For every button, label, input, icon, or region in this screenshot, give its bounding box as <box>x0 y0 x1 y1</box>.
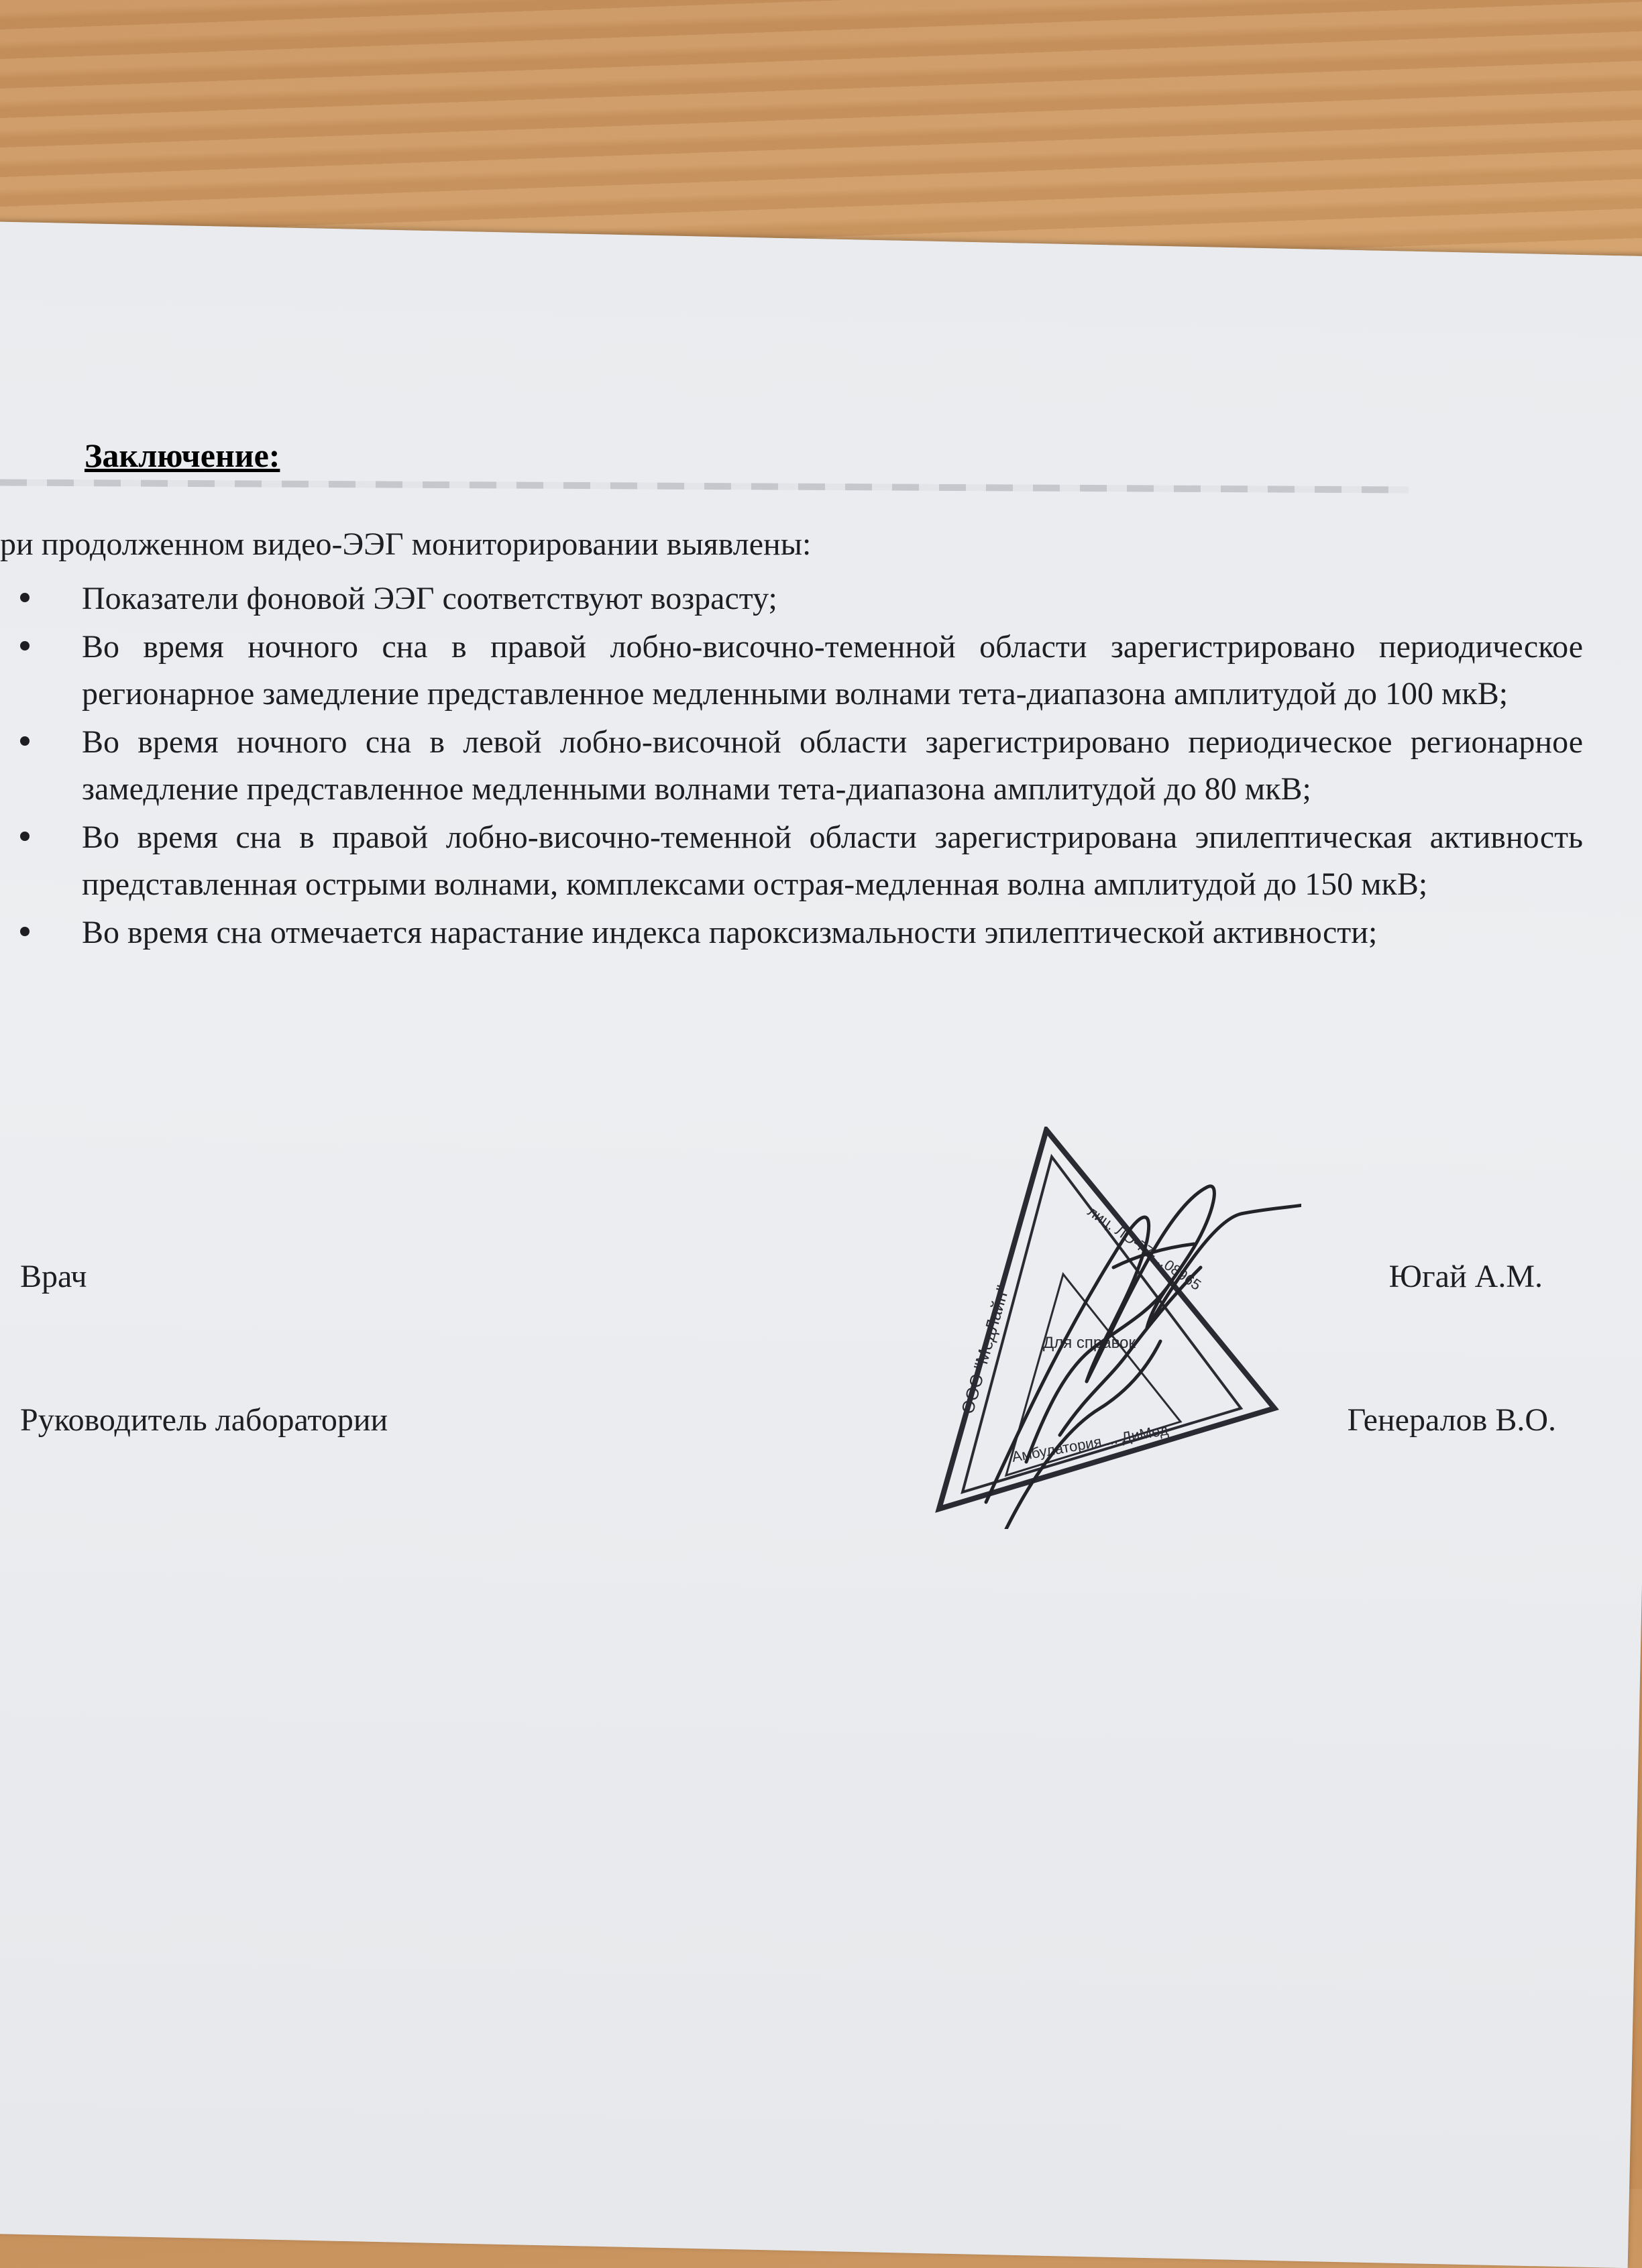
document-body <box>0 215 1642 2159</box>
conclusion-heading: Заключение: <box>85 437 280 474</box>
finding-item <box>20 719 1583 813</box>
bullet-icon <box>20 736 30 746</box>
stamp-license-text: лиц. ЛО-77-...08965 <box>1085 1202 1205 1294</box>
signature-name: Генералов В.О. <box>1347 1402 1556 1438</box>
bullet-icon <box>20 832 30 841</box>
signature-role: Врач <box>20 1259 87 1294</box>
signature-role: Руководитель лаборатории <box>20 1402 388 1438</box>
triangle-stamp-icon <box>926 1127 1301 1529</box>
finding-item <box>20 814 1583 908</box>
faint-header-line <box>0 479 1409 494</box>
bullet-icon <box>20 641 30 650</box>
finding-item <box>20 624 1583 718</box>
finding-item <box>20 575 1583 622</box>
findings-list <box>20 575 1583 958</box>
stamp-and-signature <box>926 1127 1301 1529</box>
stamp-center-text: Для справок <box>1043 1334 1136 1352</box>
signature-name: Югай А.М. <box>1388 1259 1543 1294</box>
finding-text: Во время сна в правой лобно-височно-теменной области зарегистрирована эпилептическая активность представленная острыми волнами, комплексами острая-медленная волна амплитудой до 150 мкВ; <box>82 819 1583 902</box>
stamp-outer-text: ООО "МедЛайн" <box>956 1283 1014 1416</box>
intro-line: ри продолженном видео-ЭЭГ мониторировании выявлены: <box>0 526 812 562</box>
finding-text: Во время ночного сна в правой лобно-височно-теменной области зарегистрировано периодическое регионарное замедление представленное медленными волнами тета-диапазона амплитудой до 100 мкВ; <box>82 629 1583 712</box>
finding-text: Показатели фоновой ЭЭГ соответствуют возрасту; <box>82 581 777 616</box>
bullet-icon <box>20 927 30 936</box>
bullet-icon <box>20 593 30 602</box>
signature-row-head <box>20 1402 1583 1449</box>
finding-text: Во время ночного сна в левой лобно-височной области зарегистрировано периодическое регионарное замедление представленное медленными волнами тета-диапазона амплитудой до 80 мкВ; <box>82 724 1583 807</box>
signature-row-doctor <box>20 1258 1583 1305</box>
finding-text: Во время сна отмечается нарастание индекса пароксизмальности эпилептической активности; <box>82 915 1378 950</box>
stamp-bottom-text: Амбулатория ... ДиМед <box>1010 1421 1170 1465</box>
finding-item <box>20 909 1583 956</box>
